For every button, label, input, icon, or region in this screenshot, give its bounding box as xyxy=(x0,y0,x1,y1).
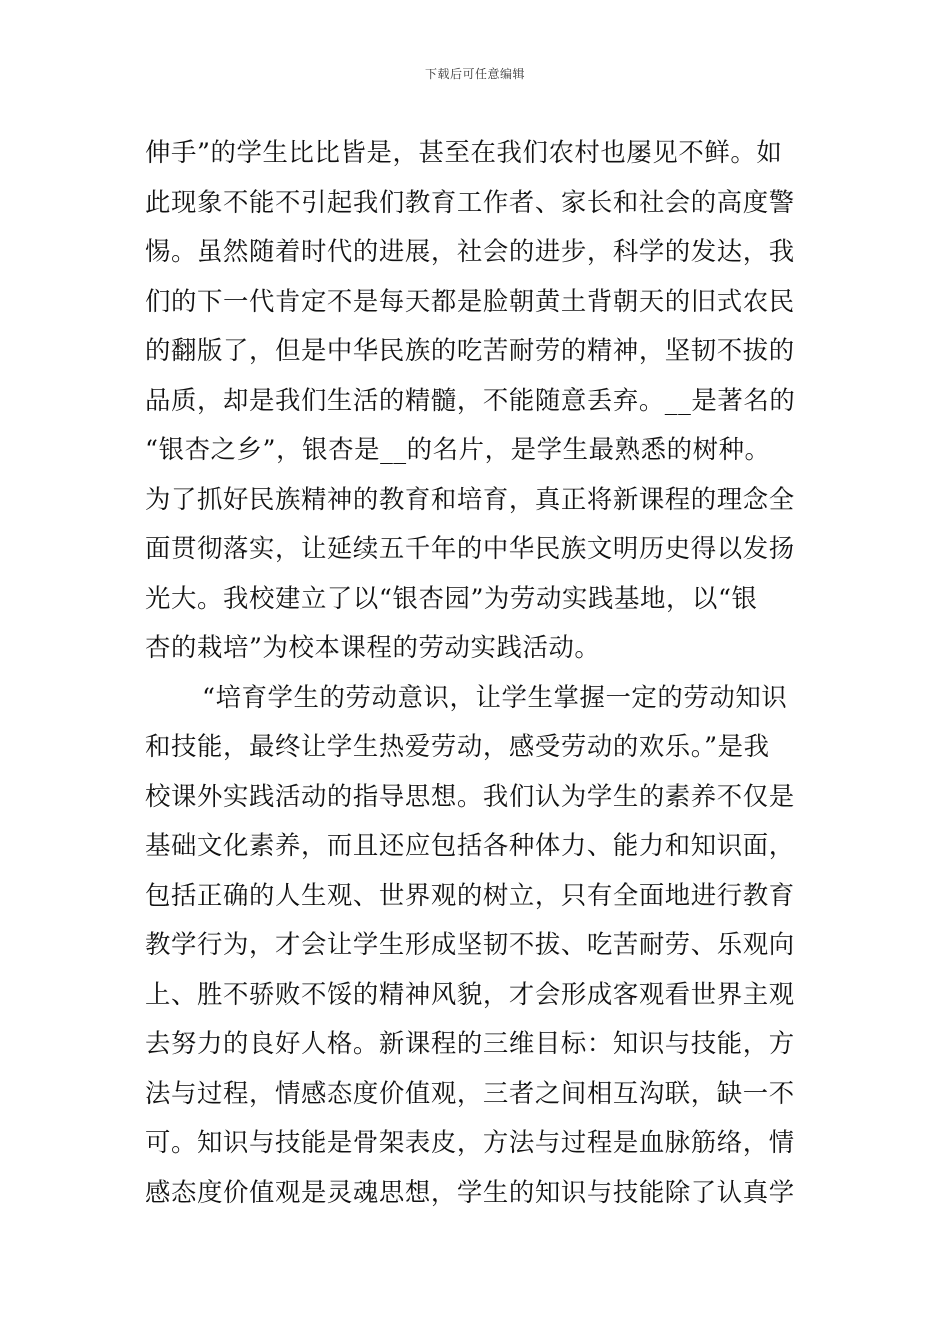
text-line: 校课外实践活动的指导思想。我们认为学生的素养不仅是 xyxy=(145,780,795,811)
text-line: “银杏之乡”，银杏是__的名片，是学生最熟悉的树种。 xyxy=(145,434,771,464)
text-line: 为了抓好民族精神的教育和培育，真正将新课程的理念全 xyxy=(145,483,795,514)
text-line: 基础文化素养，而且还应包括各种体力、能力和知识面， xyxy=(145,830,795,860)
body-text xyxy=(145,128,810,1217)
page-header: 下载后可任意编辑 xyxy=(424,67,525,81)
text-line: 教学行为，才会让学生形成坚韧不拔、吃苦耐劳、乐观向 xyxy=(145,929,795,959)
text-line: 感态度价值观是灵魂思想，学生的知识与技能除了认真学 xyxy=(145,1176,795,1207)
text-line: 法与过程，情感态度价值观，三者之间相互沟联，缺一不 xyxy=(145,1077,795,1108)
text-line: 此现象不能不引起我们教育工作者、家长和社会的高度警 xyxy=(145,186,795,217)
text-line: 上、胜不骄败不馁的精神风貌，才会形成客观看世界主观 xyxy=(145,978,795,1009)
text-line: 去努力的良好人格。新课程的三维目标：知识与技能，方 xyxy=(145,1028,795,1058)
text-line: 惕。虽然随着时代的进展，社会的进步，科学的发达，我 xyxy=(145,236,795,266)
text-line: 可。知识与技能是骨架表皮，方法与过程是血脉筋络，情 xyxy=(145,1127,795,1157)
text-line: 杏的栽培”为校本课程的劳动实践活动。 xyxy=(145,632,601,662)
text-line: 伸手”的学生比比皆是，甚至在我们农村也屡见不鲜。如 xyxy=(145,137,783,167)
text-line: “培育学生的劳动意识，让学生掌握一定的劳动知识 xyxy=(202,681,788,712)
text-line: 们的下一代肯定不是每天都是脸朝黄土背朝天的旧式农民 xyxy=(145,285,795,316)
text-line: 光大。我校建立了以“银杏园”为劳动实践基地，以“银 xyxy=(145,582,758,613)
paragraph-1 xyxy=(145,128,810,673)
text-line: 包括正确的人生观、世界观的树立，只有全面地进行教育 xyxy=(145,879,795,910)
text-line: 品质，却是我们生活的精髓，不能随意丢弃。__是著名的 xyxy=(145,384,796,415)
text-line: 和技能，最终让学生热爱劳动，感受劳动的欢乐。”是我 xyxy=(145,731,770,761)
text-line: 的翻版了，但是中华民族的吃苦耐劳的精神，坚韧不拔的 xyxy=(145,335,795,365)
text-line: 面贯彻落实，让延续五千年的中华民族文明历史得以发扬 xyxy=(145,533,795,563)
paragraph-2 xyxy=(145,673,810,1218)
